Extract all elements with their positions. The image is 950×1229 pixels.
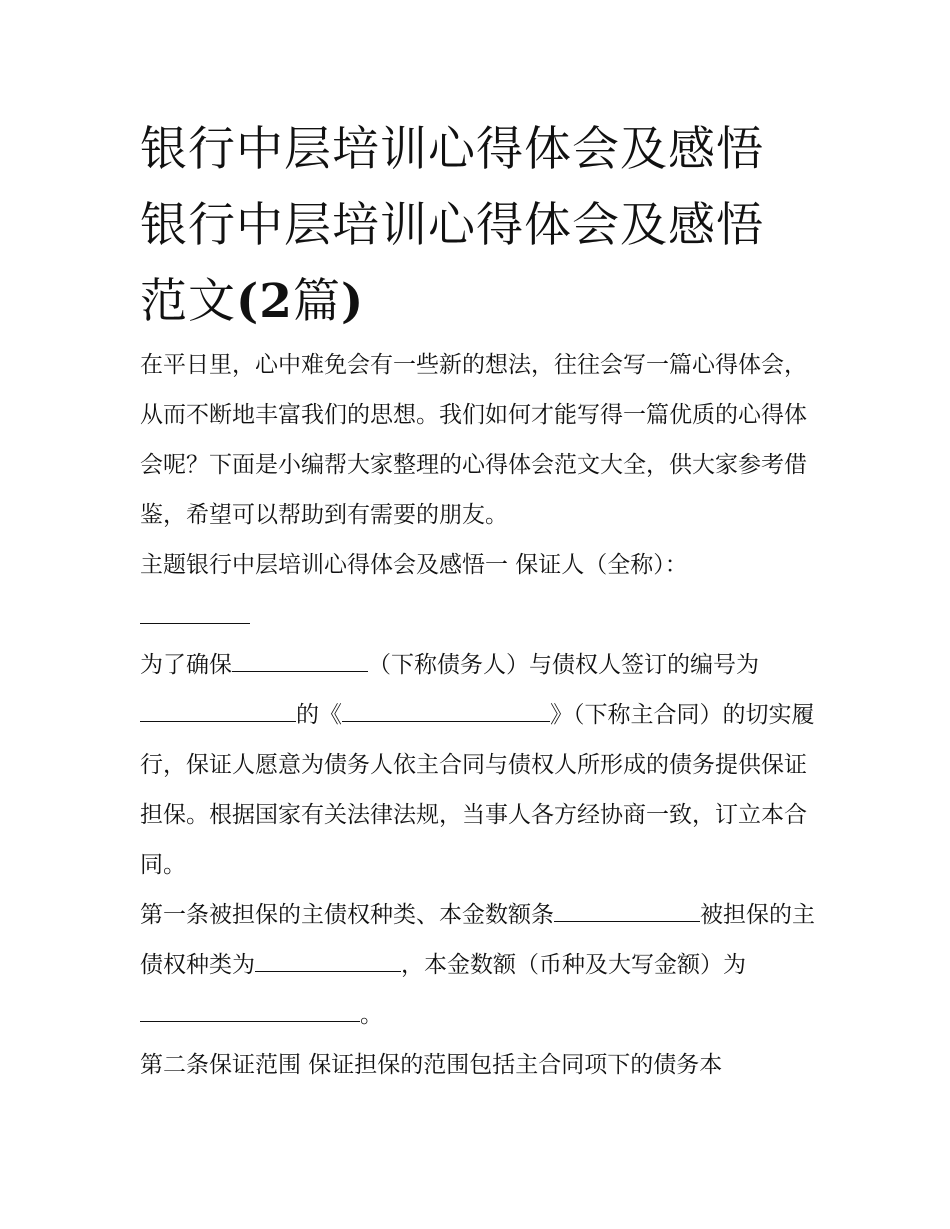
- principal-amount-blank: [140, 998, 360, 1022]
- article1-blank-1: [554, 898, 700, 922]
- title-line-1: 银行中层培训心得体会及感悟: [140, 122, 764, 177]
- para2-text-d: 。: [360, 1002, 383, 1028]
- para1-text-b: （下称债务人）与债权人签订的编号为: [368, 652, 759, 678]
- para1-text-a: 为了确保: [140, 652, 232, 678]
- para1-text-c: 的《: [296, 702, 342, 728]
- title-line-3-num: (2: [236, 274, 293, 329]
- para1-text-d: 》（下称主合同）的切实履行，保证人愿意为债务人依主合同与债权人所形成的债务提供保证担保。根据国家有关法律法规，当事人各方经协商一致，订立本合同。: [140, 702, 815, 878]
- debt-type-blank: [255, 948, 401, 972]
- para2-text-c: ，本金数额（币种及大写金额）为: [401, 952, 746, 978]
- document-page: [140, 112, 820, 1090]
- guarantor-name-blank-row: [140, 590, 820, 640]
- para2-text-b: 被担保的主债权种类为: [140, 902, 815, 978]
- title-line-3-mid: 篇: [292, 274, 341, 329]
- guarantor-name-blank: [140, 600, 250, 624]
- title-line-2: 银行中层培训心得体会及感悟: [140, 198, 764, 253]
- contract-name-blank: [342, 698, 550, 722]
- document-title: [140, 112, 820, 340]
- paragraph-article-2: 第二条保证范围 保证担保的范围包括主合同项下的债务本: [140, 1052, 723, 1078]
- paragraph-purpose: [140, 640, 820, 890]
- intro-paragraph: 在平日里，心中难免会有一些新的想法，往往会写一篇心得体会，从而不断地丰富我们的思想。我们如何才能写得一篇优质的心得体会呢？下面是小编帮大家整理的心得体会范文大全，供大家参考借鉴，希望可以帮助到有需要的朋友。: [140, 352, 807, 528]
- section-heading: 主题银行中层培训心得体会及感悟一 保证人（全称）：: [140, 552, 688, 578]
- debtor-blank: [232, 648, 368, 672]
- paragraph-article-1: [140, 890, 820, 1040]
- para2-text-a: 第一条被担保的主债权种类、本金数额条: [140, 902, 554, 928]
- document-body: [140, 340, 820, 1090]
- contract-number-blank: [140, 698, 296, 722]
- title-line-3-pre: 范文: [140, 274, 236, 329]
- title-line-3-post: ): [340, 274, 365, 329]
